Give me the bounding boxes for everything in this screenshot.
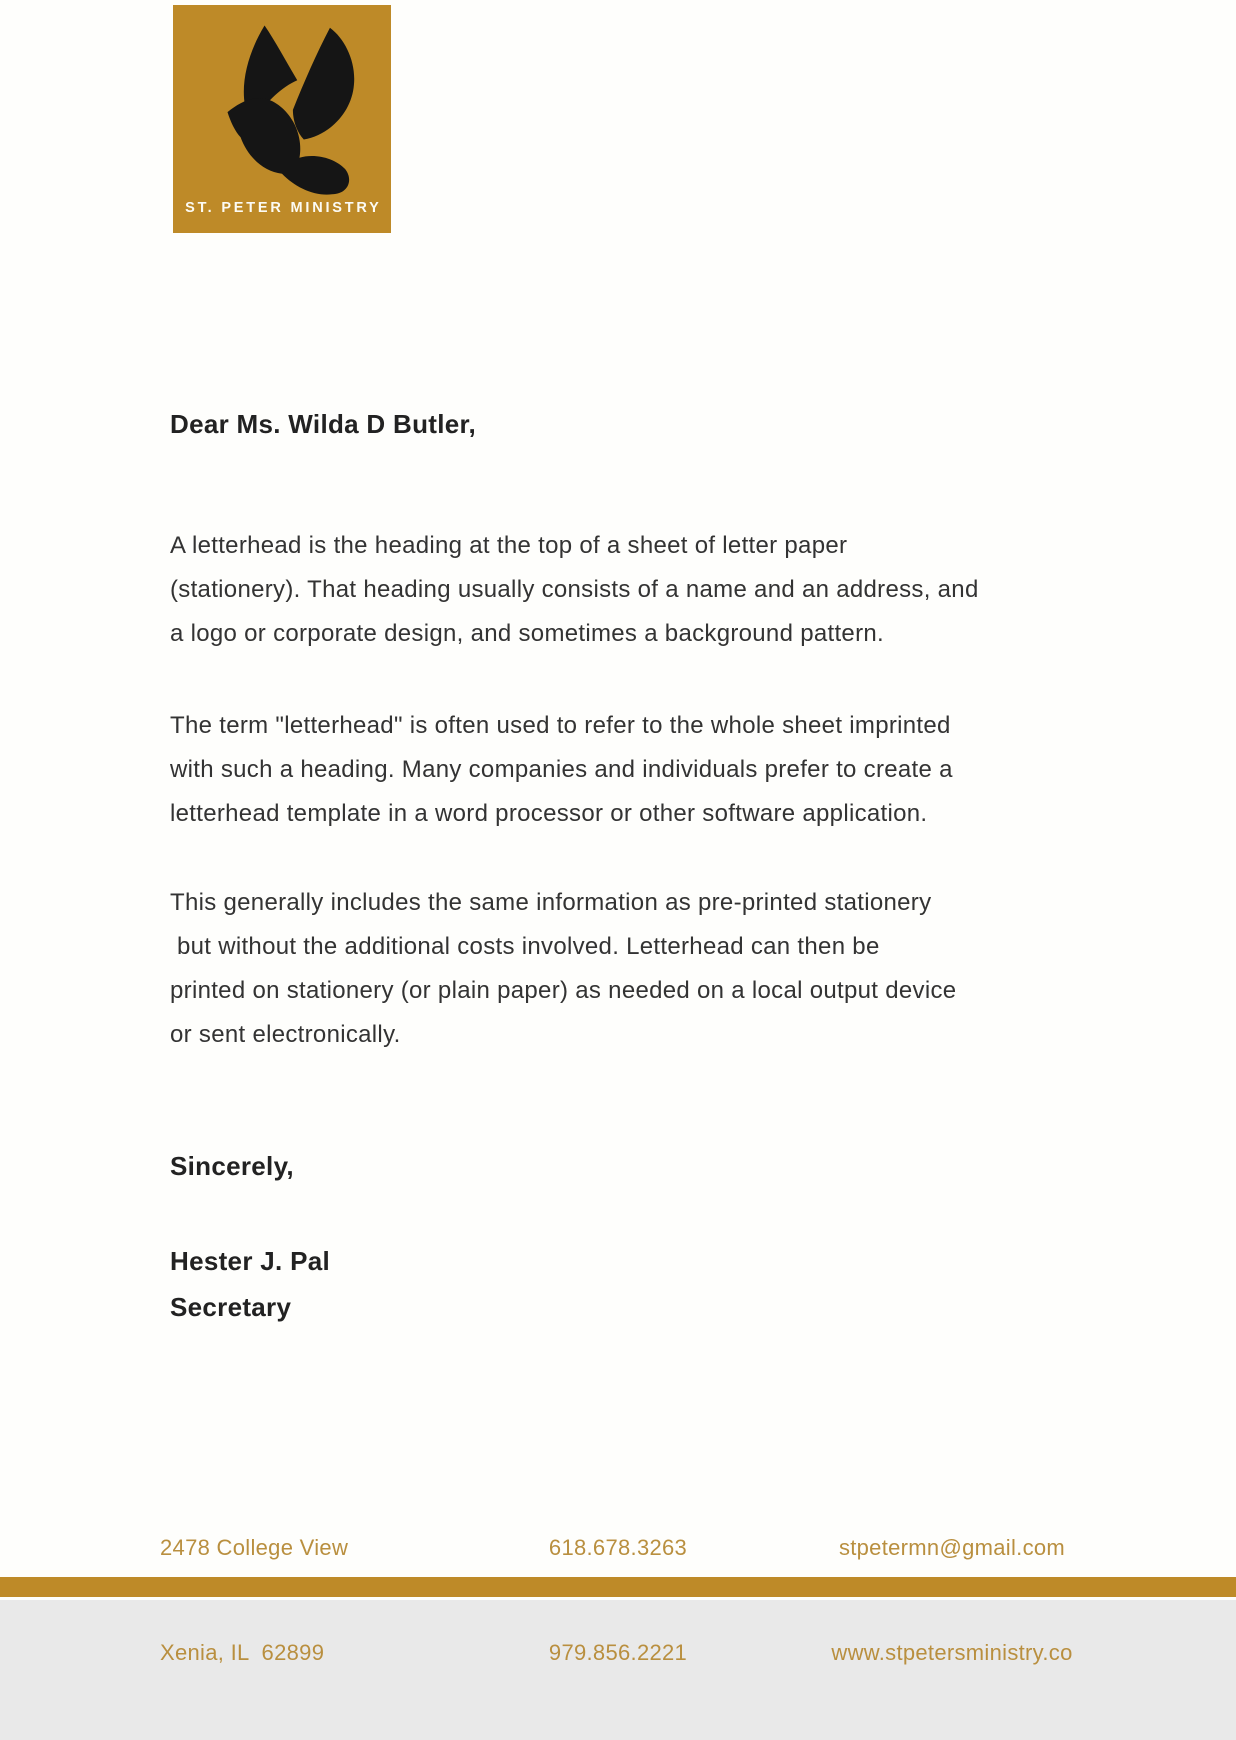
body-paragraph-3 (170, 881, 956, 1057)
website-url: www.stpetersministry.co (831, 1640, 1073, 1665)
logo-wordmark: ST. PETER MINISTRY (185, 200, 382, 216)
dove-icon (173, 5, 391, 233)
signature-block (170, 1238, 330, 1330)
paragraph-line: The term "letterhead" is often used to refer to the whole sheet imprinted (170, 712, 951, 739)
address-line-2: Xenia, IL 62899 (160, 1640, 325, 1665)
phone-number-1: 618.678.3263 (548, 1535, 688, 1560)
body-paragraph-2 (170, 704, 953, 836)
footer-address (160, 1460, 348, 1740)
paragraph-line: with such a heading. Many companies and individuals prefer to create a (170, 756, 953, 783)
body-paragraph-1 (170, 524, 979, 656)
paragraph-line: printed on stationery (or plain paper) as needed on a local output device (170, 977, 957, 1004)
paragraph-line: a logo or corporate design, and sometimes a background pattern. (170, 620, 884, 647)
footer-contact (831, 1460, 1072, 1740)
salutation: Dear Ms. Wilda D Butler, (170, 409, 477, 439)
signature-title: Secretary (170, 1292, 292, 1322)
paragraph-line: but without the additional costs involved. Letterhead can then be (170, 933, 880, 960)
address-line-1: 2478 College View (160, 1535, 349, 1560)
letterhead-logo (173, 5, 391, 233)
paragraph-line: A letterhead is the heading at the top of a sheet of letter paper (170, 532, 848, 559)
paragraph-line: (stationery). That heading usually consists of a name and an address, and (170, 576, 979, 603)
phone-number-2: 979.856.2221 (548, 1640, 688, 1665)
bottom-accent-bar (0, 1577, 1236, 1597)
email-address: stpetermn@gmail.com (838, 1535, 1066, 1560)
footer-phones (549, 1460, 687, 1740)
paragraph-line: or sent electronically. (170, 1021, 401, 1048)
paragraph-line: This generally includes the same information as pre-printed stationery (170, 889, 932, 916)
signature-name: Hester J. Pal (170, 1246, 330, 1276)
closing: Sincerely, (170, 1151, 294, 1181)
paragraph-line: letterhead template in a word processor or other software application. (170, 800, 928, 827)
